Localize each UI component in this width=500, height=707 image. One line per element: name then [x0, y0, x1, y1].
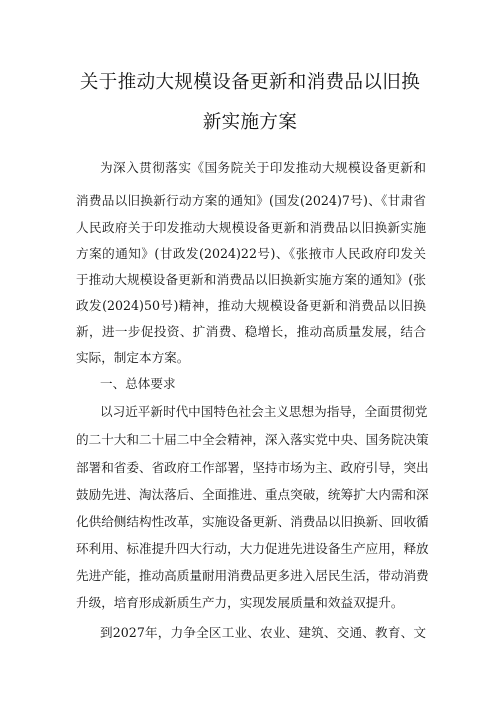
paragraph-line: 以习近平新时代中国特色社会主义思想为指导，全面贯彻党	[100, 404, 428, 419]
paragraph-line: 部署和省委、省政府工作部署，坚持市场为主、政府引导，突出	[76, 460, 429, 475]
paragraph-line: 的二十大和二十届二中全会精神，深入落实党中央、国务院决策	[76, 432, 429, 447]
paragraph-line: 鼓励先进、淘汰落后、全面推进、重点突破，统筹扩大内需和深	[76, 487, 429, 502]
document-title-line2: 新实施方案	[202, 112, 298, 133]
paragraph-line: 为深入贯彻落实《国务院关于印发推动大规模设备更新和	[100, 160, 426, 175]
paragraph-line: 人民政府关于印发推动大规模设备更新和消费品以旧换新实施	[76, 220, 426, 235]
paragraph-line: 实际，制定本方案。	[76, 350, 190, 365]
document-title-line1: 关于推动大规模设备更新和消费品以旧换	[79, 72, 421, 93]
paragraph-line: 到2027年，力争全区工业、农业、建筑、交通、教育、文	[100, 625, 426, 640]
section-heading: 一、总体要求	[100, 376, 176, 391]
paragraph-line: 于推动大规模设备更新和消费品以旧换新实施方案的通知》(张	[76, 272, 426, 287]
paragraph-line: 新，进一步促投资、扩消费、稳增长，推动高质量发展，结合	[76, 324, 426, 339]
paragraph-line: 先进产能，推动高质量耐用消费品更多进入居民生活，带动消费	[76, 568, 429, 583]
paragraph-line: 政发(2024)50号)精神，推动大规模设备更新和消费品以旧换	[76, 298, 426, 313]
paragraph-line: 环利用、标准提升四大行动，大力促进先进设备生产应用，释放	[76, 541, 429, 556]
paragraph-line: 方案的通知》(甘政发(2024)22号)、《张掖市人民政府印发关	[76, 246, 426, 261]
paragraph-line: 化供给侧结构性改革，实施设备更新、消费品以旧换新、回收循	[76, 514, 429, 529]
paragraph-line: 升级，培育形成新质生产力，实现发展质量和效益双提升。	[76, 595, 404, 610]
paragraph-line: 消费品以旧换新行动方案的通知》(国发(2024)7号)、《甘肃省	[76, 193, 426, 208]
